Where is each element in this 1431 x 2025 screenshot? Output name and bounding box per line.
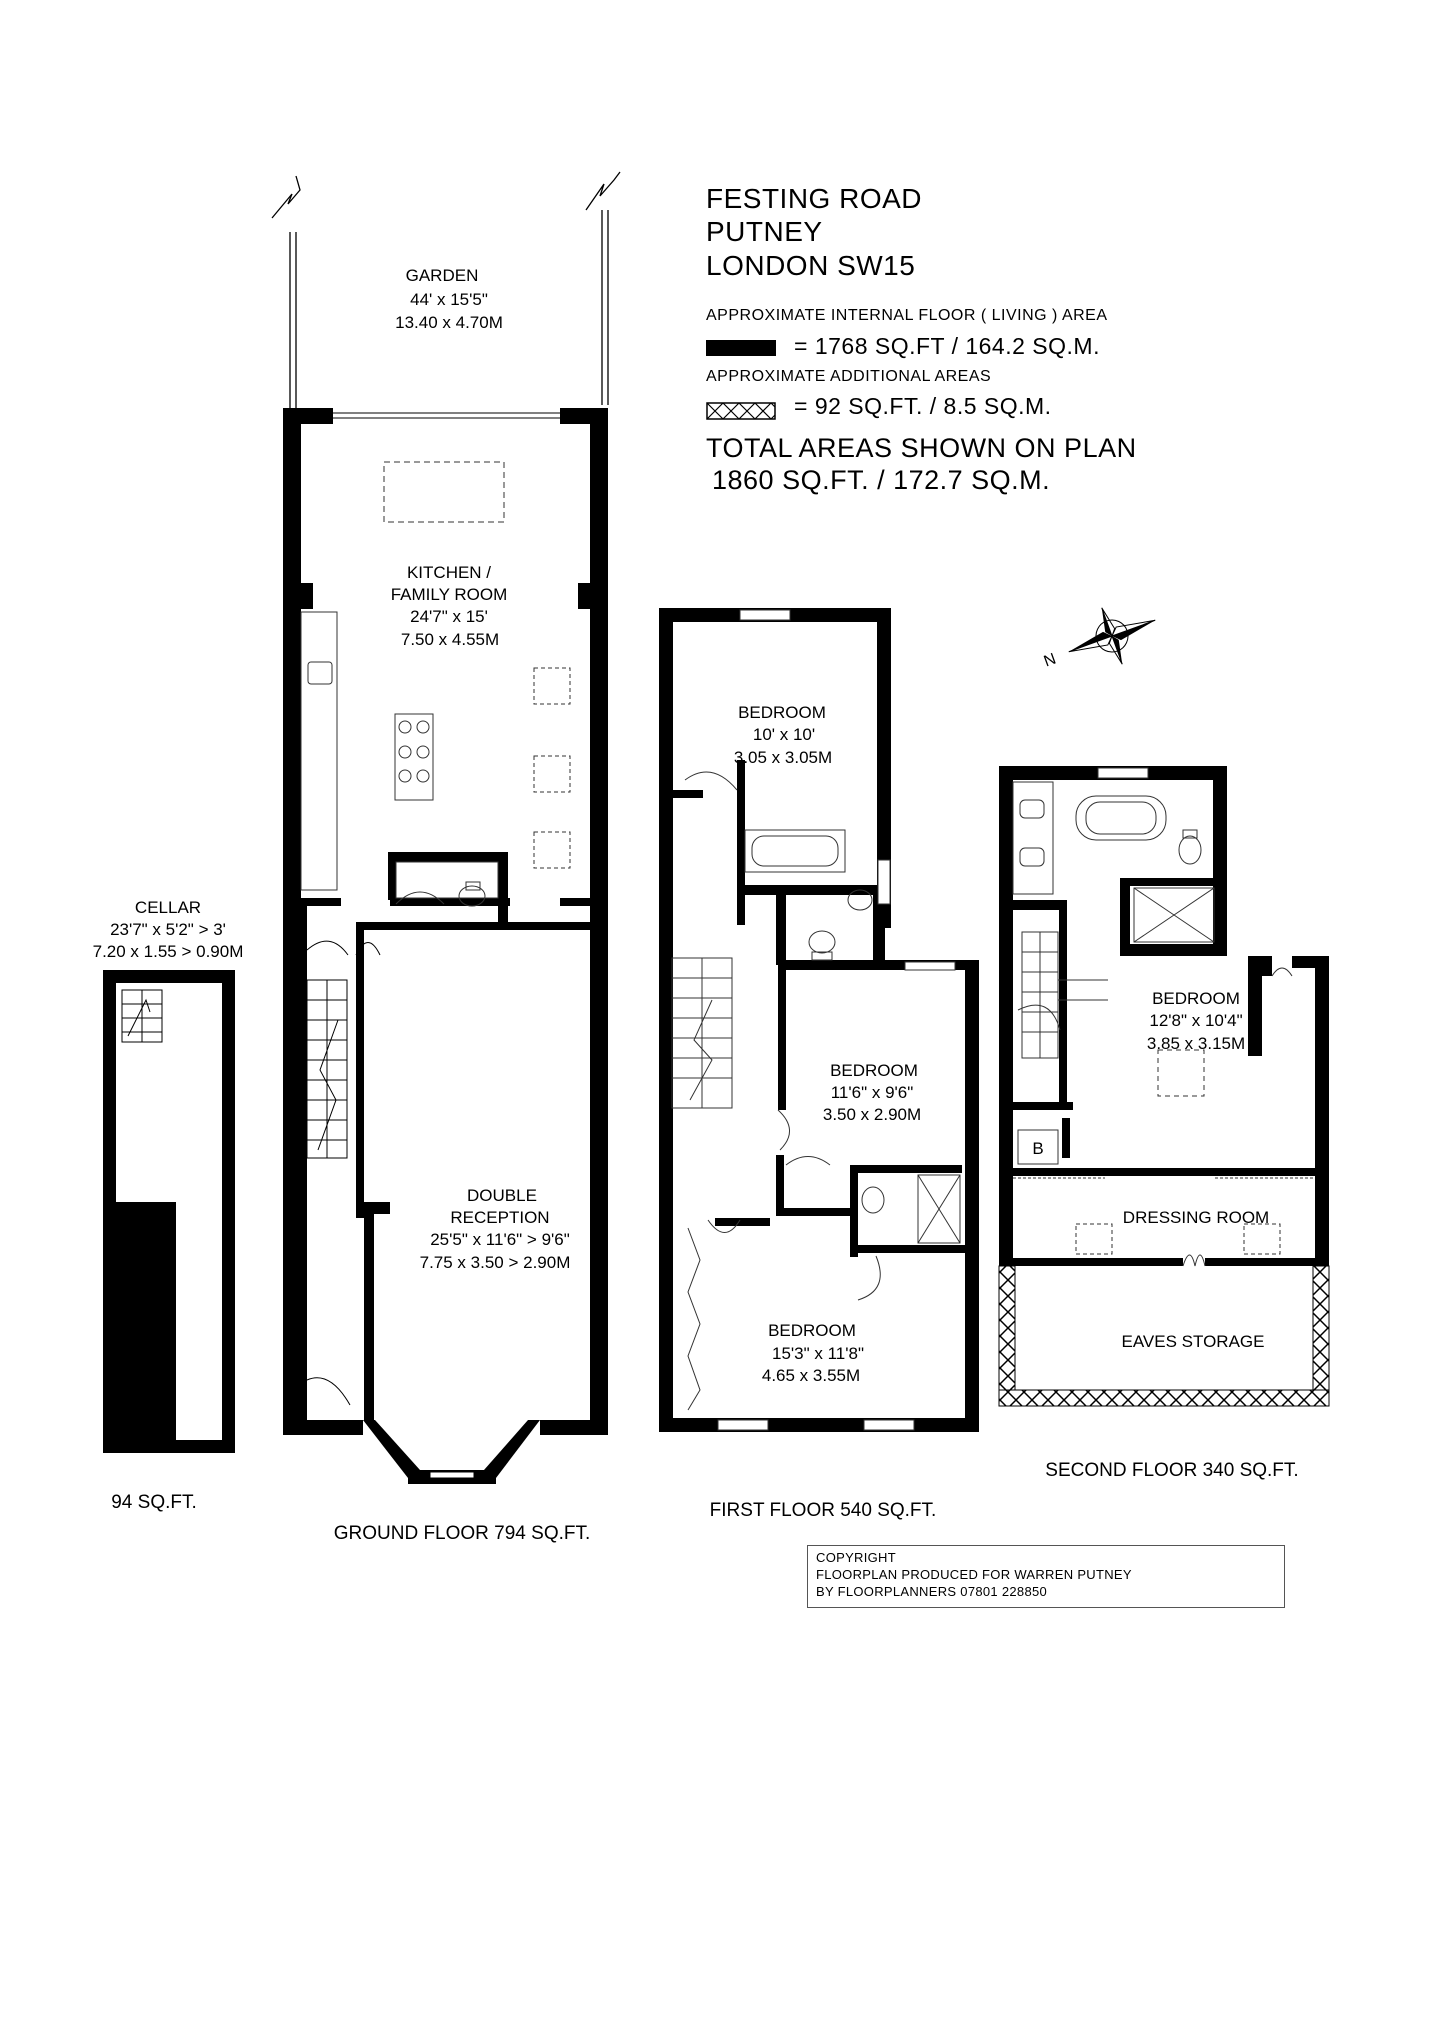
ground-floor-label: GROUND FLOOR 794 SQ.FT. bbox=[333, 1523, 591, 1544]
garden-metric: 13.40 x 4.70M bbox=[395, 313, 503, 332]
garden-imperial: 44' x 15'5" bbox=[410, 290, 488, 309]
first-floor-walls bbox=[659, 608, 979, 1432]
bedroom-2-metric: 3.50 x 2.90M bbox=[822, 1105, 922, 1124]
total-area-value: 1860 SQ.FT. / 172.7 SQ.M. bbox=[712, 465, 1051, 495]
bedroom-2-imperial: 11'6" x 9'6" bbox=[830, 1083, 914, 1102]
kitchen-name-2: FAMILY ROOM bbox=[390, 585, 508, 604]
bedroom-2-name: BEDROOM bbox=[830, 1061, 918, 1080]
total-area-label: TOTAL AREAS SHOWN ON PLAN bbox=[706, 433, 1137, 463]
reception-metric: 7.75 x 3.50 > 2.90M bbox=[419, 1253, 571, 1272]
second-floor-label: SECOND FLOOR 340 SQ.FT. bbox=[1045, 1460, 1299, 1481]
boiler-label: B bbox=[1032, 1139, 1044, 1158]
compass-icon bbox=[1059, 592, 1166, 680]
internal-area-label: APPROXIMATE INTERNAL FLOOR ( LIVING ) AREA bbox=[706, 307, 1108, 324]
address-line-1: FESTING ROAD bbox=[706, 183, 923, 214]
additional-area-label: APPROXIMATE ADDITIONAL AREAS bbox=[706, 368, 992, 385]
cellar-floor-area: 94 SQ.FT. bbox=[111, 1492, 197, 1513]
copyright-line-3: BY FLOORPLANNERS 07801 228850 bbox=[816, 1584, 1048, 1599]
kitchen-name-1: KITCHEN / bbox=[406, 563, 492, 582]
bedroom-4-imperial: 12'8" x 10'4" bbox=[1149, 1011, 1243, 1030]
reception-name-1: DOUBLE bbox=[467, 1186, 537, 1205]
additional-area-value: = 92 SQ.FT. / 8.5 SQ.M. bbox=[794, 393, 1052, 419]
bedroom-3-name: BEDROOM bbox=[768, 1321, 856, 1340]
internal-area-value: = 1768 SQ.FT / 164.2 SQ.M. bbox=[794, 333, 1100, 359]
bedroom-4-name: BEDROOM bbox=[1152, 989, 1240, 1008]
kitchen-fixtures bbox=[301, 462, 570, 906]
first-floor-label: FIRST FLOOR 540 SQ.FT. bbox=[709, 1500, 937, 1521]
cellar-name: CELLAR bbox=[134, 898, 202, 917]
cellar-imperial: 23'7" x 5'2" > 3' bbox=[110, 920, 226, 939]
copyright-line-2: FLOORPLAN PRODUCED FOR WARREN PUTNEY bbox=[816, 1567, 1132, 1582]
copyright-box bbox=[807, 1545, 1285, 1608]
bedroom-1-metric: 3.05 x 3.05M bbox=[733, 748, 833, 767]
kitchen-glazing bbox=[333, 413, 560, 418]
address-line-2: PUTNEY bbox=[706, 216, 823, 247]
eaves-storage-name: EAVES STORAGE bbox=[1121, 1332, 1265, 1351]
copyright-line-1: COPYRIGHT bbox=[816, 1550, 896, 1565]
bedroom-3-imperial: 15'3" x 11'8" bbox=[772, 1344, 864, 1363]
first-floor-fixtures bbox=[672, 610, 960, 1430]
kitchen-imperial: 24'7" x 15' bbox=[410, 607, 488, 626]
compass-label: N bbox=[1041, 650, 1059, 671]
dressing-room-name: DRESSING ROOM bbox=[1122, 1208, 1270, 1227]
kitchen-metric: 7.50 x 4.55M bbox=[400, 630, 500, 649]
bedroom-1-name: BEDROOM bbox=[738, 703, 826, 722]
garden-name: GARDEN bbox=[405, 266, 479, 285]
reception-name-2: RECEPTION bbox=[450, 1208, 550, 1227]
bedroom-1-imperial: 10' x 10' bbox=[752, 725, 816, 744]
bedroom-4-metric: 3.85 x 3.15M bbox=[1146, 1034, 1246, 1053]
reception-imperial: 25'5" x 11'6" > 9'6" bbox=[430, 1230, 570, 1249]
bedroom-3-metric: 4.65 x 3.55M bbox=[761, 1366, 861, 1385]
bay-window bbox=[363, 1420, 540, 1484]
address-line-3: LONDON SW15 bbox=[706, 250, 916, 281]
cellar-stairs bbox=[122, 990, 162, 1042]
cellar-metric: 7.20 x 1.55 > 0.90M bbox=[92, 942, 244, 961]
